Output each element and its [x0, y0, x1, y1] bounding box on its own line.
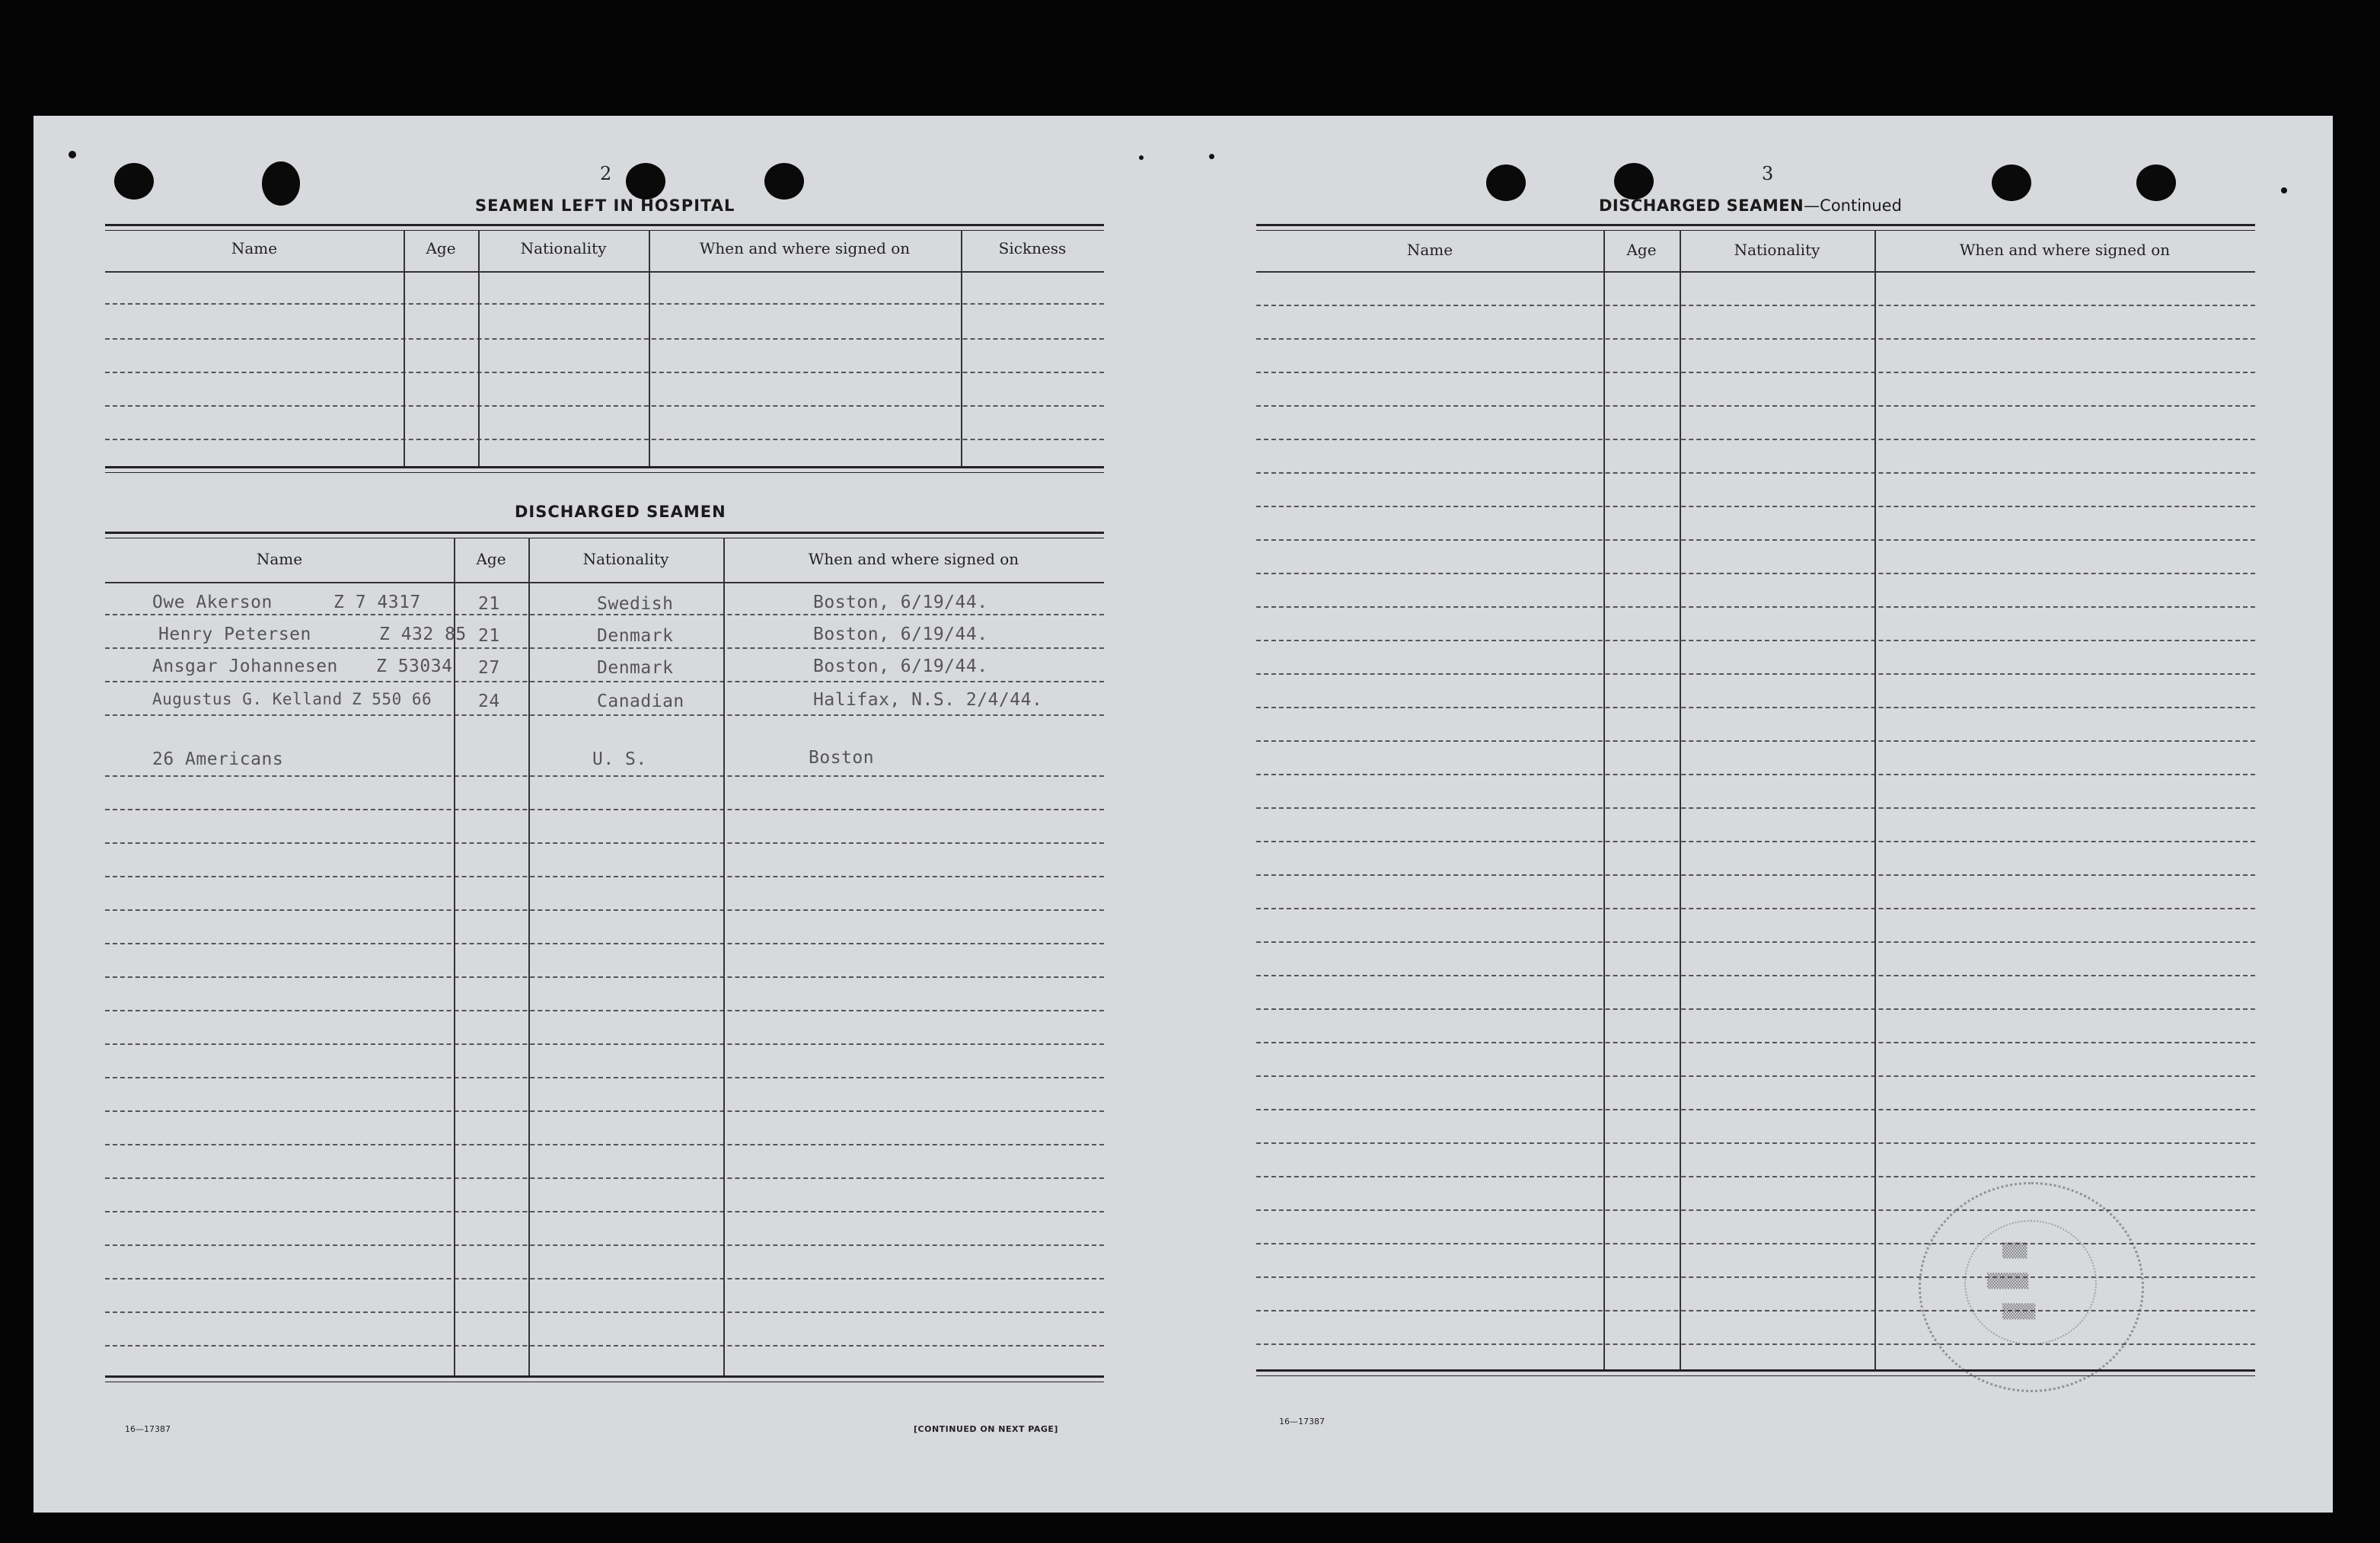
seaman-number: Z 550 66	[352, 690, 432, 708]
punch-hole	[764, 163, 804, 200]
punch-hole	[1614, 163, 1654, 200]
discharged-table	[105, 532, 1104, 1415]
punch-hole	[2136, 165, 2176, 201]
seaman-name: 26 Americans	[152, 749, 284, 769]
column-header-signed-on: When and where signed on	[699, 239, 911, 257]
title-main: DISCHARGED SEAMEN	[1599, 196, 1804, 215]
column-header-signed-on: When and where signed on	[808, 550, 1019, 568]
punch-hole	[1486, 165, 1526, 201]
punch-hole	[262, 161, 300, 206]
document-sheet	[33, 116, 2333, 1513]
official-stamp: ▒▒▒ ▒▒▒▒▒ ▒▒▒▒	[1888, 1174, 2170, 1403]
seaman-name: Augustus G. Kelland	[152, 690, 343, 708]
column-header-age: Age	[476, 550, 506, 568]
punch-hole	[114, 163, 154, 200]
section-title-discharged: DISCHARGED SEAMEN	[515, 503, 726, 521]
seaman-nationality: Swedish	[597, 594, 674, 614]
punch-hole	[626, 163, 665, 200]
column-header-name: Name	[256, 550, 303, 568]
form-number: 16—17387	[1279, 1417, 1325, 1426]
column-header-signed-on: When and where signed on	[1959, 241, 2171, 259]
seaman-nationality: Canadian	[597, 692, 684, 711]
seaman-age: 24	[478, 692, 500, 711]
column-header-age: Age	[426, 239, 456, 257]
page-number: 3	[1762, 163, 1774, 184]
seaman-nationality: Denmark	[597, 658, 674, 678]
section-title-hospital: SEAMEN LEFT IN HOSPITAL	[475, 196, 735, 215]
seaman-age: 21	[478, 594, 500, 614]
column-header-name: Name	[1406, 241, 1453, 259]
seaman-signed-on: Halifax, N.S. 2/4/44.	[813, 690, 1043, 710]
seaman-signed-on: Boston	[809, 748, 875, 768]
hospital-table	[105, 224, 1104, 483]
column-header-age: Age	[1626, 241, 1657, 259]
title-suffix: —Continued	[1804, 196, 1902, 215]
seaman-signed-on: Boston, 6/19/44.	[813, 625, 988, 644]
seaman-name: Owe Akerson	[152, 593, 273, 612]
seaman-name: Ansgar Johannesen	[152, 656, 338, 676]
seaman-number: Z 7 4317	[333, 593, 421, 612]
continued-note: [CONTINUED ON NEXT PAGE]	[914, 1424, 1058, 1434]
form-number: 16—17387	[125, 1424, 171, 1434]
column-header-nationality: Nationality	[520, 239, 607, 257]
seaman-age: 27	[478, 658, 500, 678]
seaman-name: Henry Petersen	[158, 625, 311, 644]
seaman-nationality: Denmark	[597, 626, 674, 646]
seaman-age: 21	[478, 626, 500, 646]
column-header-name: Name	[231, 239, 278, 257]
seaman-number: Z 432 85	[379, 625, 467, 644]
seaman-signed-on: Boston, 6/19/44.	[813, 656, 988, 676]
seaman-nationality: U. S.	[592, 749, 647, 769]
punch-hole	[1992, 165, 2031, 201]
column-header-nationality: Nationality	[1734, 241, 1820, 259]
column-header-nationality: Nationality	[582, 550, 669, 568]
column-header-sickness: Sickness	[998, 239, 1067, 257]
section-title-discharged-continued	[1599, 196, 1902, 215]
page-number: 2	[600, 163, 612, 184]
seaman-number: Z 53034	[376, 656, 453, 676]
seaman-signed-on: Boston, 6/19/44.	[813, 593, 988, 612]
